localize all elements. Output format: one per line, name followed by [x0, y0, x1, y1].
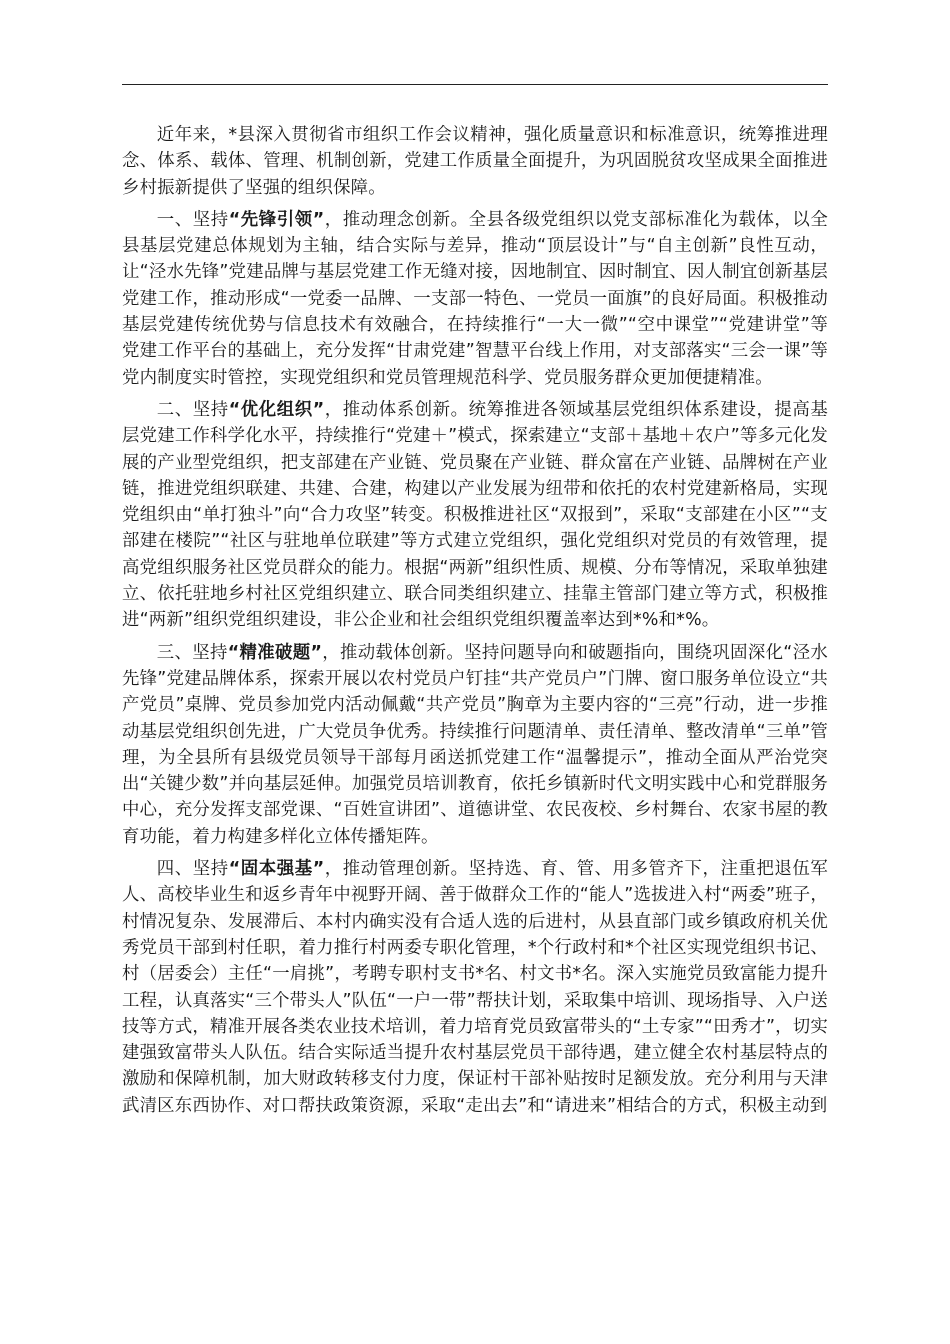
paragraph-text: ，推动体系创新。统筹推进各领域基层党组织体系建设，提高基层党建工作科学化水平，持续推行“党建＋”模式，探索建立“支部＋基地＋农户”等多元化发展的产业型党组织，把支部建在产业链、党员聚在产业链、群众富在产业链、品牌树在产业链，推进党组织联建、共建、合建，构建以产业发展为纽带和依托的农村党建新格局，实现党组织由“单打独斗”向“合力攻坚”转变。积极推进社区“双报到”，采取“支部建在小区”“支部建在楼院”“社区与驻地单位联建”等方式建立党组织，强化党组织对党员的有效管理，提高党组织服务社区党员群众的能力。根据“两新”组织性质、规模、分布等情况，采取单独建立、依托驻地乡村社区党组织建立、联合同类组织建立、挂靠主管部门建立等方式，积极推进“两新”组织党组织建设，非公企业和社会组织党组织覆盖率达到*%和*%。	[122, 399, 828, 631]
section-heading-lead: 二、坚持	[156, 399, 229, 420]
paragraph-section-3	[122, 640, 828, 850]
paragraph-text: ，推动载体创新。坚持问题导向和破题指向，围绕巩固深化“泾水先锋”党建品牌体系，探索开展以农村党员户钉挂“共产党员户”门牌、窗口服务单位设立“共产党员”桌牌、党员参加党内活动佩戴“共产党员”胸章为主要内容的“三亮”行动，进一步推动基层党组织创先进，广大党员争优秀。持续推行问题清单、责任清单、整改清单“三单”管理，为全县所有县级党员领导干部每月函送抓党建工作“温馨提示”，推动全面从严治党突出“关键少数”并向基层延伸。加强党员培训教育，依托乡镇新时代文明实践中心和党群服务中心，充分发挥支部党课、“百姓宣讲团”、道德讲堂、农民夜校、乡村舞台、农家书屋的教育功能，着力构建多样化立体传播矩阵。	[122, 642, 828, 847]
section-heading-lead: 三、坚持	[156, 642, 228, 663]
paragraph-section-1	[122, 207, 828, 391]
paragraph-section-4	[122, 856, 828, 1119]
section-keyword: “先锋引领”	[228, 209, 325, 230]
paragraph-intro	[122, 122, 828, 201]
document-body	[122, 122, 828, 1125]
header-rule	[122, 84, 828, 85]
paragraph-text: ，推动管理创新。坚持选、育、管、用多管齐下，注重把退伍军人、高校毕业生和返乡青年中视野开阔、善于做群众工作的“能人”选拔进入村“两委”班子，村情况复杂、发展滞后、本村内确实没有合适人选的后进村，从县直部门或乡镇政府机关优秀党员干部到村任职，着力推行村两委专职化管理，*个行政村和*个社区实现党组织书记、村（居委会）主任“一肩挑”，考聘专职村支书*名、村文书*名。深入实施党员致富能力提升工程，认真落实“三个带头人”队伍“一户一带”帮扶计划，采取集中培训、现场指导、入户送技等方式，精准开展各类农业技术培训，着力培育党员致富带头的“土专家”“田秀才”，切实建强致富带头人队伍。结合实际适当提升农村基层党员干部待遇，建立健全农村基层特点的激励和保障机制，加大财政转移支付力度，保证村干部补贴按时足额发放。充分利用与天津武清区东西协作、对口帮扶政策资源，采取“走出去”和“请进来”相结合的方式，积极主动到	[122, 859, 828, 1116]
section-keyword: “精准破题”	[227, 642, 323, 663]
section-keyword: “固本强基”	[228, 859, 325, 880]
paragraph-text: 近年来，*县深入贯彻省市组织工作会议精神，强化质量意识和标准意识，统筹推进理念、体系、载体、管理、机制创新，党建工作质量全面提升，为巩固脱贫攻坚成果全面推进乡村振新提供了坚强的组织保障。	[122, 125, 828, 198]
section-keyword: “优化组织”	[228, 399, 325, 420]
section-heading-lead: 四、坚持	[156, 859, 229, 880]
section-heading-lead: 一、坚持	[156, 209, 229, 230]
paragraph-section-2	[122, 397, 828, 634]
paragraph-text: ，推动理念创新。全县各级党组织以党支部标准化为载体，以全县基层党建总体规划为主轴，结合实际与差异，推动“顶层设计”与“自主创新”良性互动，让“泾水先锋”党建品牌与基层党建工作无缝对接，因地制宜、因时制宜、因人制宜创新基层党建工作，推动形成“一党委一品牌、一支部一特色、一党员一面旗”的良好局面。积极推动基层党建传统优势与信息技术有效融合，在持续推行“一大一微”“空中课堂”“党建讲堂”等党建工作平台的基础上，充分发挥“甘肃党建”智慧平台线上作用，对支部落实“三会一课”等党内制度实时管控，实现党组织和党员管理规范科学、党员服务群众更加便捷精准。	[122, 209, 828, 388]
